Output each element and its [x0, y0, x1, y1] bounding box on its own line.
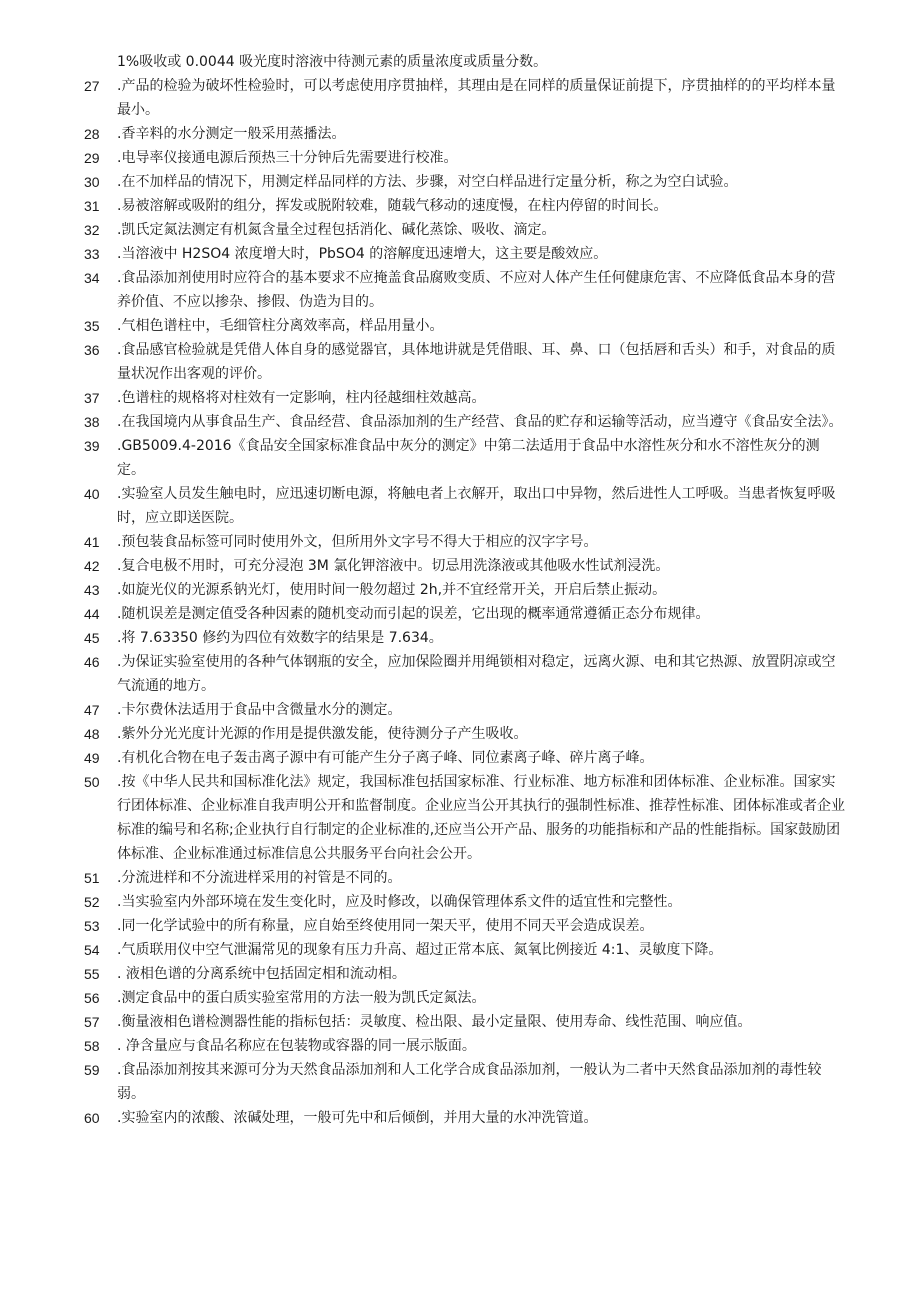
- item-text: .同一化学试验中的所有称量，应自始至终使用同一架天平，使用不同天平会造成误差。: [117, 918, 654, 934]
- item-text: .为保证实验室使用的各种气体钢瓶的安全，应加保险圈并用绳锁相对稳定，远离火源、电和其它热源、放置阴凉或空气流通的地方。: [117, 654, 836, 694]
- list-item: [84, 722, 845, 746]
- item-text: .气相色谱柱中，毛细管柱分离效率高，样品用量小。: [117, 318, 444, 334]
- item-text: .将 7.63350 修约为四位有效数字的结果是 7.634。: [117, 630, 443, 646]
- item-text: .紫外分光光度计光源的作用是提供激发能，使待测分子产生吸收。: [117, 726, 528, 742]
- item-number: 57: [84, 1014, 100, 1030]
- list-item: [84, 866, 845, 890]
- item-text: .在我国境内从事食品生产、食品经营、食品添加剂的生产经营、食品的贮存和运输等活动，应当遵守《食品安全法》。: [117, 414, 843, 430]
- item-text: .如旋光仪的光源系钠光灯，使用时间一般勿超过 2h,并不宜经常开关，开启后禁止振动。: [117, 582, 667, 598]
- item-text: .按《中华人民共和国标准化法》规定，我国标准包括国家标准、行业标准、地方标准和团体标准、企业标准。国家实行团体标准、企业标准自我声明公开和监督制度。企业应当公开其执行的强制性标准、推荐性标准、团体标准或者企业标准的编号和名称;企业执行自行制定的企业标准的,还应当公开产品、服务的功能指标和产品的性能指标。国家鼓励团体标准、企业标准通过标准信息公共服务平台向社会公开。: [117, 774, 845, 862]
- item-number: 28: [84, 126, 100, 142]
- list-item: [84, 410, 845, 434]
- item-text: .气质联用仪中空气泄漏常见的现象有压力升高、超过正常本底、氮氧比例接近 4:1、灵敏度下降。: [117, 942, 723, 958]
- list-item: [84, 914, 845, 938]
- item-text: .食品添加剂使用时应符合的基本要求不应掩盖食品腐败变质、不应对人体产生任何健康危害、不应降低食品本身的营养价值、不应以掺杂、掺假、伪造为目的。: [117, 270, 836, 310]
- item-text: .分流进样和不分流进样采用的衬管是不同的。: [117, 870, 402, 886]
- item-text: .产品的检验为破坏性检验时，可以考虑使用序贯抽样，其理由是在同样的质量保证前提下，序贯抽样的的平均样本量最小。: [117, 78, 836, 118]
- continued-paragraph: 1%吸收或 0.0044 吸光度时溶液中待测元素的质量浓度或质量分数。: [117, 54, 548, 70]
- list-item: [84, 1034, 845, 1058]
- item-text: .凯氏定氮法测定有机氮含量全过程包括消化、碱化蒸馀、吸收、滴定。: [117, 222, 556, 238]
- list-item: [84, 938, 845, 962]
- item-text: . 净含量应与食品名称应在包装物或容器的同一展示版面。: [117, 1038, 476, 1054]
- item-number: 50: [84, 774, 100, 790]
- item-number: 49: [84, 750, 100, 766]
- item-number: 56: [84, 990, 100, 1006]
- item-number: 55: [84, 966, 100, 982]
- list-item: [84, 1058, 845, 1106]
- item-number: 32: [84, 222, 100, 238]
- item-number: 30: [84, 174, 100, 190]
- list-item: [84, 1010, 845, 1034]
- list-item: [84, 770, 845, 866]
- item-number: 37: [84, 390, 100, 406]
- item-text: .衡量液相色谱检测器性能的指标包括：灵敏度、检出限、最小定量限、使用寿命、线性范围、响应值。: [117, 1014, 752, 1030]
- item-number: 43: [84, 582, 100, 598]
- list-item: [84, 986, 845, 1010]
- item-number: 35: [84, 318, 100, 334]
- item-text: .GB5009.4-2016《食品安全国家标准食品中灰分的测定》中第二法适用于食品中水溶性灰分和水不溶性灰分的测定。: [117, 438, 820, 478]
- list-item: [84, 170, 845, 194]
- list-item: [84, 242, 845, 266]
- statement-list: [0, 74, 920, 1130]
- item-number: 34: [84, 270, 100, 286]
- item-number: 40: [84, 486, 100, 502]
- list-item: [84, 482, 845, 530]
- list-item: [84, 338, 845, 386]
- item-text: .当溶液中 H2SO4 浓度增大时，PbSO4 的溶解度迅速增大，这主要是酸效应。: [117, 246, 608, 262]
- item-text: .易被溶解或吸附的组分，挥发或脱附较难，随载气移动的速度慢，在柱内停留的时间长。: [117, 198, 668, 214]
- item-text: .食品感官检验就是凭借人体自身的感觉器官，具体地讲就是凭借眼、耳、鼻、口（包括唇和舌头）和手，对食品的质量状况作出客观的评价。: [117, 342, 836, 382]
- item-number: 58: [84, 1038, 100, 1054]
- item-number: 44: [84, 606, 100, 622]
- list-item: [84, 266, 845, 314]
- item-text: .色谱柱的规格将对柱效有一定影响，柱内径越细柱效越高。: [117, 390, 486, 406]
- list-item: [84, 962, 845, 986]
- item-text: .当实验室内外部环境在发生变化时，应及时修改，以确保管理体系文件的适宜性和完整性。: [117, 894, 682, 910]
- item-number: 42: [84, 558, 100, 574]
- list-item: [84, 146, 845, 170]
- item-text: .香辛料的水分测定一般采用蒸播法。: [117, 126, 346, 142]
- list-item: [84, 554, 845, 578]
- list-item: [84, 698, 845, 722]
- list-item: [84, 122, 845, 146]
- list-item: [84, 602, 845, 626]
- item-number: 33: [84, 246, 100, 262]
- item-number: 41: [84, 534, 100, 550]
- item-number: 53: [84, 918, 100, 934]
- item-text: . 液相色谱的分离系统中包括固定相和流动相。: [117, 966, 406, 982]
- list-item: [84, 746, 845, 770]
- item-text: .实验室内的浓酸、浓碱处理，一般可先中和后倾倒，并用大量的水冲洗管道。: [117, 1110, 598, 1126]
- item-number: 38: [84, 414, 100, 430]
- item-number: 51: [84, 870, 100, 886]
- item-number: 36: [84, 342, 100, 358]
- item-number: 27: [84, 78, 100, 94]
- list-item: [84, 578, 845, 602]
- list-item: [84, 314, 845, 338]
- item-text: .卡尔费休法适用于食品中含微量水分的测定。: [117, 702, 402, 718]
- list-item: [84, 1106, 845, 1130]
- item-text: .预包装食品标签可同时使用外文，但所用外文字号不得大于相应的汉字字号。: [117, 534, 598, 550]
- item-text: .电导率仪接通电源后预热三十分钟后先需要进行校准。: [117, 150, 458, 166]
- list-item: [84, 194, 845, 218]
- item-number: 39: [84, 438, 100, 454]
- item-number: 54: [84, 942, 100, 958]
- item-number: 45: [84, 630, 100, 646]
- item-number: 29: [84, 150, 100, 166]
- list-item: [84, 650, 845, 698]
- item-number: 60: [84, 1110, 100, 1126]
- item-number: 31: [84, 198, 100, 214]
- item-text: .测定食品中的蛋白质实验室常用的方法一般为凯氏定氮法。: [117, 990, 486, 1006]
- item-number: 47: [84, 702, 100, 718]
- list-item: [84, 74, 845, 122]
- item-text: .实验室人员发生触电时，应迅速切断电源，将触电者上衣解开，取出口中异物，然后进性人工呼吸。当患者恢复呼吸时，应立即送医院。: [117, 486, 836, 526]
- item-text: .有机化合物在电子轰击离子源中有可能产生分子离子峰、同位素离子峰、碎片离子峰。: [117, 750, 654, 766]
- item-text: .在不加样品的情况下，用测定样品同样的方法、步骤，对空白样品进行定量分析，称之为空白试验。: [117, 174, 738, 190]
- item-text: .复合电极不用时，可充分浸泡 3M 氯化钾溶液中。切忌用洗涤液或其他吸水性试剂浸洗。: [117, 558, 670, 574]
- list-item: [84, 890, 845, 914]
- list-item: [84, 530, 845, 554]
- item-number: 52: [84, 894, 100, 910]
- item-text: .随机误差是测定值受各种因素的随机变动而引起的误差，它出现的概率通常遵循正态分布规律。: [117, 606, 710, 622]
- item-number: 59: [84, 1062, 100, 1078]
- item-number: 46: [84, 654, 100, 670]
- list-item: [84, 218, 845, 242]
- document-page: [0, 50, 920, 1130]
- list-item: [84, 434, 845, 482]
- list-item: [84, 626, 845, 650]
- item-text: .食品添加剂按其来源可分为天然食品添加剂和人工化学合成食品添加剂，一般认为二者中天然食品添加剂的毒性较弱。: [117, 1062, 822, 1102]
- list-item: [84, 386, 845, 410]
- item-number: 48: [84, 726, 100, 742]
